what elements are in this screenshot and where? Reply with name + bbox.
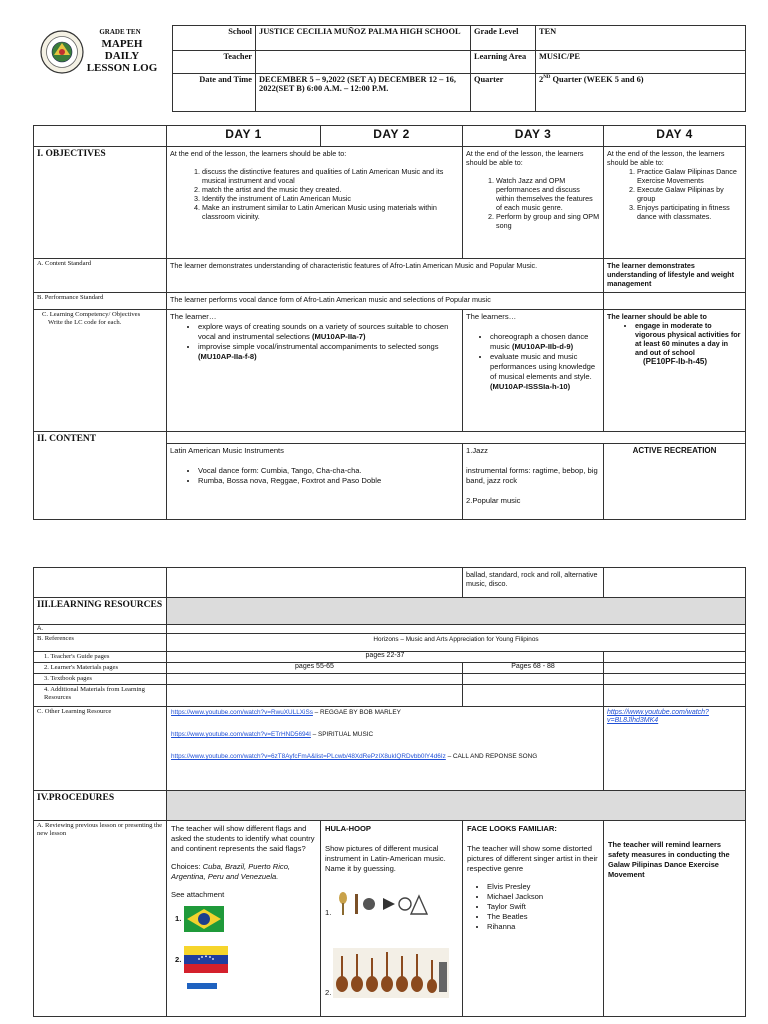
content-standard-label: A. Content Standard xyxy=(34,259,167,293)
grade-level-value: TEN xyxy=(536,26,746,51)
content-item: • Rumba, Bossa nova, Reggae, Foxtrot and Paso Doble xyxy=(198,476,459,486)
competency-item: • explore ways of creating sounds on a variety of sources suitable to chosen vocal and instrumental selections (MU10AP-IIa-7) xyxy=(198,322,459,342)
quarter-value: 2ND Quarter (WEEK 5 and 6) xyxy=(536,74,746,112)
day-header-4: DAY 4 xyxy=(604,126,746,147)
objectives-label: I. OBJECTIVES xyxy=(34,147,167,259)
objective-item: 2. Execute Galaw Pilipinas by group xyxy=(637,185,742,203)
artist-item: • Taylor Swift xyxy=(487,902,599,912)
review-label: A. Reviewing previous lesson or presenting the new lesson xyxy=(34,821,167,1017)
procedure-day1: The teacher will show different flags and asked the students to identify what country and continent represents the said flags? Choices: Cuba, Brazil, Puerto Rico, Argentina, Peru and Venezuela. See attachment 1. 2. xyxy=(167,821,321,1017)
objective-item: 4. Make an instrument similar to Latin American Music using materials within classroom vicinity. xyxy=(202,203,459,221)
competency-day12: The learner… • explore ways of creating sounds on a variety of sources suitable to chosen vocal and instrumental selections (MU10AP-IIa-7) • improvise simple vocal/instrumental accompaniments to selected songs (MU10AP-IIa-f-8) xyxy=(167,310,463,432)
content-day4: ACTIVE RECREATION xyxy=(604,444,746,520)
competency-item: • choreograph a chosen dance music (MU10AP-IIb-d-9) xyxy=(490,332,600,352)
title-line-lesson-log: LESSON LOG xyxy=(86,62,158,74)
procedures-label: IV.PROCEDURES xyxy=(34,791,167,821)
latin-instruments-icon xyxy=(333,890,429,918)
objective-item: 1. Watch Jazz and OPM performances and discuss within themselves the features of each music genre. xyxy=(496,176,600,212)
teachers-guide-value: pages 22-37 xyxy=(167,652,604,663)
day-header-1: DAY 1 xyxy=(167,126,321,147)
competency-item: • improvise simple vocal/instrumental accompaniments to selected songs (MU10AP-IIa-f-8) xyxy=(198,342,459,362)
objectives-day4: At the end of the lesson, the learners should be able to: 1. Practice Galaw Pilipinas Dance Exercise Movements 2. Execute Galaw Pilipinas by group 3. Enjoys participating in fitness dance with classmates. xyxy=(604,147,746,259)
school-label: School xyxy=(173,26,256,51)
competency-day3: The learners… • choreograph a chosen dance music (MU10AP-IIb-d-9) • evaluate music and music performances using knowledge of musical elements and style. (MU10AP-ISSSIa-h-10) xyxy=(463,310,604,432)
resources-a-label: A. xyxy=(34,625,167,634)
quarter-label: Quarter xyxy=(471,74,536,112)
content-day3: 1.Jazz instrumental forms: ragtime, bebop, big band, jazz rock 2.Popular music xyxy=(463,444,604,520)
additional-materials-label: 4. Additional Materials from Learning Resources xyxy=(34,685,167,707)
content-standard-day4: The learner demonstrates understanding of lifestyle and weight management xyxy=(604,259,746,293)
procedure-day4: The teacher will remind learners safety measures in conducting the Galaw Pilipinas Dance Exercise Movement xyxy=(604,821,746,1017)
learners-materials-value: pages 55-65 xyxy=(167,663,463,674)
artist-item: • The Beatles xyxy=(487,912,599,922)
learning-area-label: Learning Area xyxy=(471,51,536,74)
content-standard-text: The learner demonstrates understanding of characteristic features of Afro-Latin American Music and Popular Music. xyxy=(167,259,604,293)
objective-item: 1. discuss the distinctive features and qualities of Latin American Music and its musical instrument and vocal xyxy=(202,167,459,185)
resource-link-1[interactable]: https://www.youtube.com/watch?v=RwuXULLXiSs – REGGAE BY BOB MARLEY xyxy=(171,709,401,716)
grade-ten-label: GRADE TEN xyxy=(99,28,141,36)
learning-resources-label: III.LEARNING RESOURCES xyxy=(34,598,167,625)
main-table-page1 xyxy=(33,125,746,520)
other-resources-links xyxy=(167,707,604,791)
day4-resource-link[interactable]: https://www.youtube.com/watch?v=BL8Jlhd3MK4 xyxy=(604,707,746,791)
artist-item: • Michael Jackson xyxy=(487,892,599,902)
textbook-label: 3. Textbook pages xyxy=(34,674,167,685)
objective-item: 1. Practice Galaw Pilipinas Dance Exercise Movements xyxy=(637,167,742,185)
grade-level-label: Grade Level xyxy=(471,26,536,51)
procedure-day2: HULA-HOOP Show pictures of different musical instrument in Latin-American music. Name it by guessing. 1. 2. xyxy=(321,821,463,1017)
learners-materials-label: 2. Learner's Materials pages xyxy=(34,663,167,674)
teachers-guide-label: 1. Teacher's Guide pages xyxy=(34,652,167,663)
string-instruments-icon xyxy=(333,948,449,998)
school-seal xyxy=(40,30,84,74)
objective-item: 2. Perform by group and sing OPM song xyxy=(496,212,600,230)
artist-item: • Elvis Presley xyxy=(487,882,599,892)
procedure-day3: FACE LOOKS FAMILIAR: The teacher will show some distorted pictures of different singer artist in their respective genre • Elvis Presley • Michael Jackson • Taylor Swift • The Beatles • Rihanna xyxy=(463,821,604,1017)
content-day12: Latin American Music Instruments • Vocal dance form: Cumbia, Tango, Cha-cha-cha. • Rumba, Bossa nova, Reggae, Foxtrot and Paso Doble xyxy=(167,444,463,520)
references-value: Horizons – Music and Arts Appreciation for Young Filipinos xyxy=(167,634,746,652)
artist-item: • Rihanna xyxy=(487,922,599,932)
content-label: II. CONTENT xyxy=(34,432,167,520)
other-resources-label: C. Other Learning Resource xyxy=(34,707,167,791)
teacher-value xyxy=(256,51,471,74)
objectives-day12: At the end of the lesson, the learners should be able to: 1. discuss the distinctive features and qualities of Latin American Music and its musical instrument and vocal 2. match the artist and the music they created. 3. Identify the instrument of Latin American Music 4. Make an instrument similar to Latin American Music using materials within classroom vicinity. xyxy=(167,147,463,259)
school-value: JUSTICE CECILIA MUÑOZ PALMA HIGH SCHOOL xyxy=(256,26,471,51)
flag-partial-icon xyxy=(187,983,217,989)
teacher-label: Teacher xyxy=(173,51,256,74)
competency-item: • engage in moderate to vigorous physical activities for at least 60 minutes a day in and out of school xyxy=(635,321,742,357)
objective-item: 3. Enjoys participating in fitness dance with classmates. xyxy=(637,203,742,221)
title-line-mapeh: MAPEH xyxy=(101,38,143,50)
content-continued: ballad, standard, rock and roll, alternative music, disco. xyxy=(463,568,604,598)
date-label: Date and Time xyxy=(173,74,256,112)
day-header-2: DAY 2 xyxy=(321,126,463,147)
learning-area-value: MUSIC/PE xyxy=(536,51,746,74)
objective-item: 2. match the artist and the music they created. xyxy=(202,185,459,194)
objective-item: 3. Identify the instrument of Latin American Music xyxy=(202,194,459,203)
venezuela-flag-icon xyxy=(184,946,228,973)
day-header-3: DAY 3 xyxy=(463,126,604,147)
objectives-day3: At the end of the lesson, the learners should be able to: 1. Watch Jazz and OPM performances and discuss within themselves the features of each music genre. 2. Perform by group and sing OPM song xyxy=(463,147,604,259)
references-label: B. References xyxy=(34,634,167,652)
date-value: DECEMBER 5 – 9,2022 (SET A) DECEMBER 12 – 16, 2022(SET B) 6:00 A.M. – 12:00 P.M. xyxy=(256,74,471,112)
competency-label: C. Learning Competency/ Objectives Write the LC code for each. xyxy=(34,310,167,432)
main-table-page2 xyxy=(33,567,746,1017)
learners-materials-day3: Pages 68 - 88 xyxy=(463,663,604,674)
doc-title xyxy=(82,38,162,74)
header-table xyxy=(172,25,746,112)
content-item: • Vocal dance form: Cumbia, Tango, Cha-cha-cha. xyxy=(198,466,459,476)
performance-standard-text: The learner performs vocal dance form of Afro-Latin American music and selections of Popular music xyxy=(167,293,604,310)
title-line-daily: DAILY xyxy=(104,50,140,62)
performance-standard-label: B. Performance Standard xyxy=(34,293,167,310)
brazil-flag-icon xyxy=(184,906,224,932)
resource-link-2[interactable]: https://www.youtube.com/watch?v=ETrHND5694I – SPIRITUAL MUSIC xyxy=(171,731,374,738)
resource-link-3[interactable]: https://www.youtube.com/watch?v=6zT8AyfcFmA&list=PLcwb/48XdRePzIX8ukIQRDvbb0lY4d6Iz – CALL AND REPONSE SONG xyxy=(171,753,538,760)
competency-day4: The learner should be able to • engage in moderate to vigorous physical activities for at least 60 minutes a day in and out of school (PE10PF-Ib-h-45) xyxy=(604,310,746,432)
competency-item: • evaluate music and music performances using knowledge of musical elements and style. (MU10AP-ISSSIa-h-10) xyxy=(490,352,600,392)
